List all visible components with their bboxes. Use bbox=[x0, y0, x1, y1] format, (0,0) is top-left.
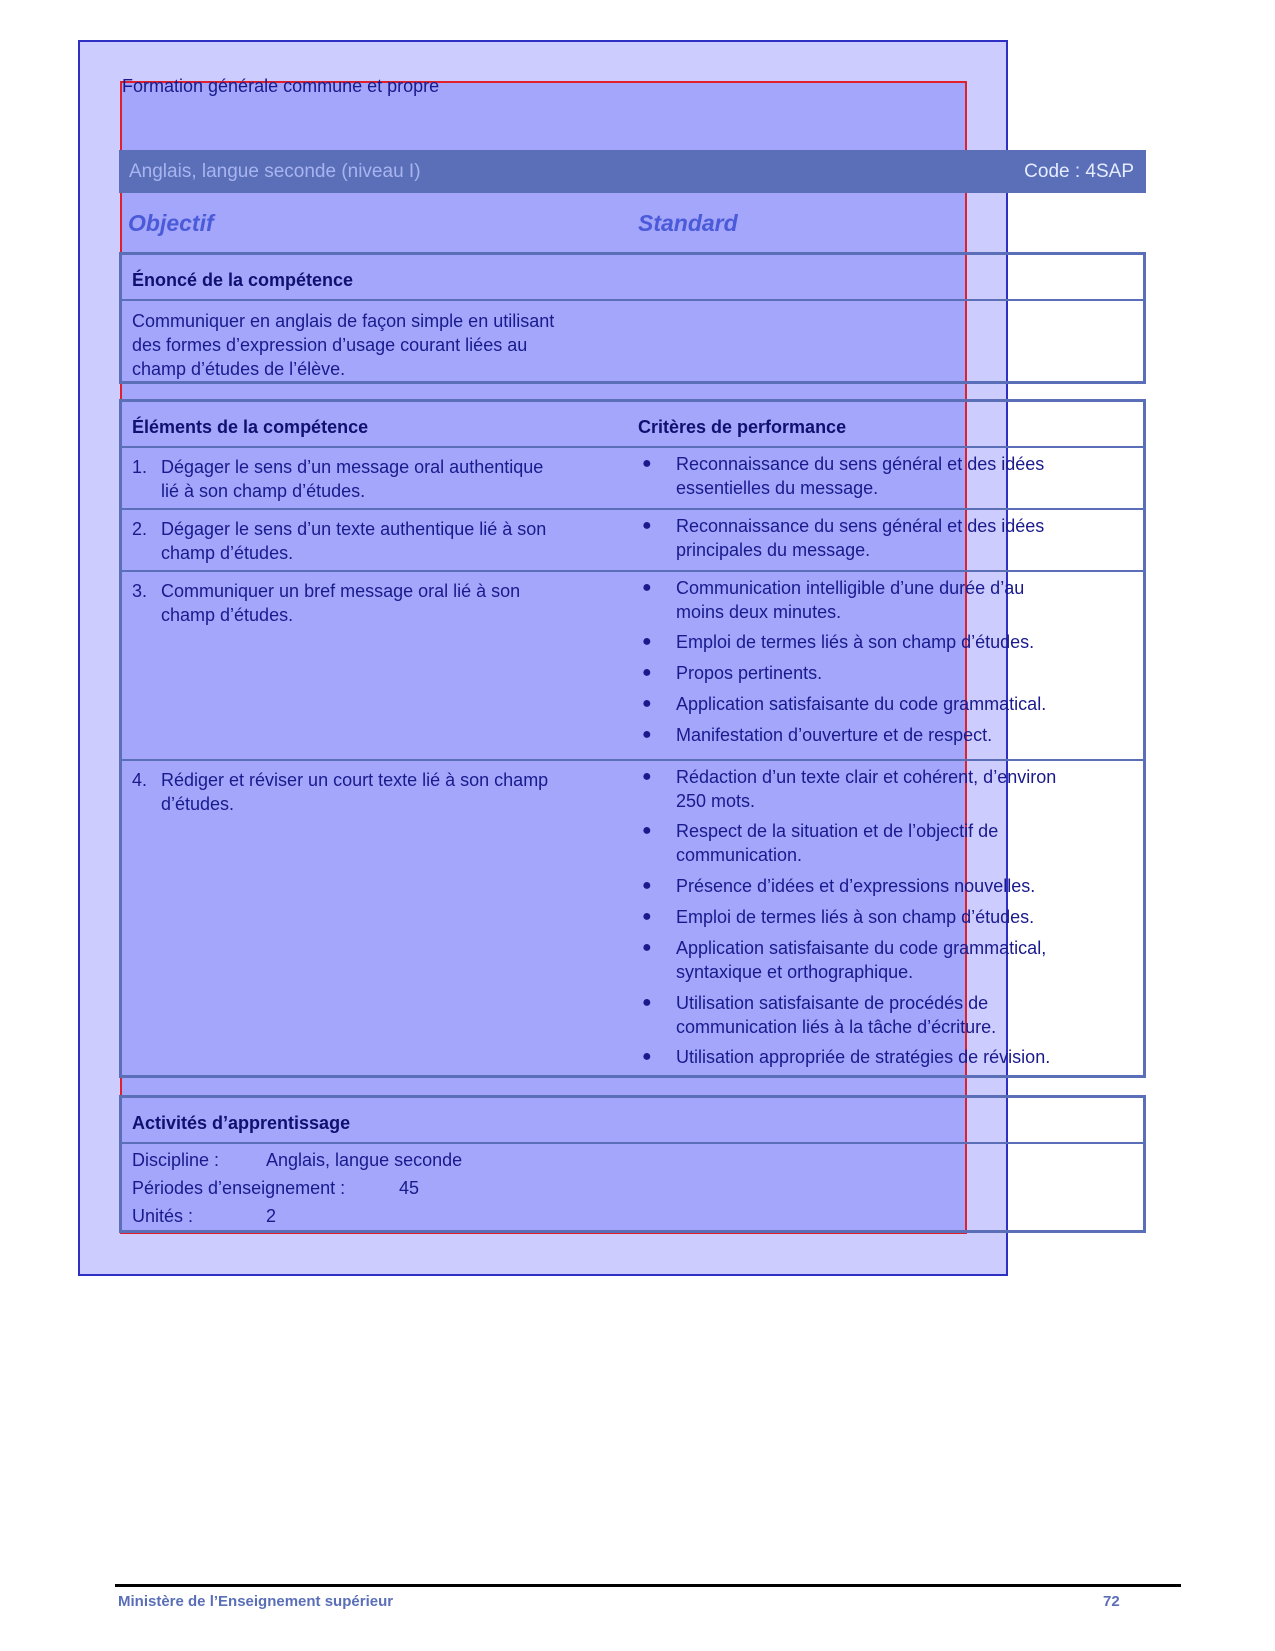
enonce-line: champ d’études de l’élève. bbox=[132, 359, 346, 379]
criterion-line: communication liés à la tâche d’écriture. bbox=[676, 1017, 997, 1037]
element-item bbox=[132, 579, 612, 627]
bullet-icon: ● bbox=[642, 877, 652, 894]
criterion-line: moins deux minutes. bbox=[676, 602, 842, 622]
criterion-line: Rédaction d’un texte clair et cohérent, d’environ bbox=[676, 767, 1057, 787]
criterion-line: principales du message. bbox=[676, 540, 871, 560]
enonce-title: Énoncé de la compétence bbox=[132, 270, 354, 290]
criterion-line: Application satisfaisante du code grammatical, bbox=[676, 938, 1047, 958]
enonce-line: Communiquer en anglais de façon simple en utilisant bbox=[132, 311, 555, 331]
bullet-icon: ● bbox=[642, 664, 652, 681]
criterion-line: Présence d’idées et d’expressions nouvelles. bbox=[676, 876, 1036, 896]
bullet-icon: ● bbox=[642, 1048, 652, 1065]
element-number: 4. bbox=[132, 770, 148, 790]
elements-title: Éléments de la compétence bbox=[132, 417, 369, 437]
discipline-line bbox=[132, 1150, 463, 1171]
element-line: Communiquer un bref message oral lié à son bbox=[161, 581, 521, 601]
activites-row bbox=[122, 1142, 1143, 1232]
criterion-line: Reconnaissance du sens général et des idées bbox=[676, 516, 1045, 536]
element-row bbox=[122, 508, 1143, 570]
element-number: 1. bbox=[132, 457, 148, 477]
page-number: 72 bbox=[1103, 1593, 1120, 1610]
criterion-line: Respect de la situation et de l’objectif de bbox=[676, 821, 999, 841]
bullet-icon: ● bbox=[642, 726, 652, 743]
standard-heading: Standard bbox=[638, 210, 738, 236]
criterion-line: Emploi de termes liés à son champ d’études. bbox=[676, 907, 1035, 927]
discipline-value: Anglais, langue seconde bbox=[266, 1150, 463, 1170]
enonce-text bbox=[132, 309, 554, 381]
element-line: Rédiger et réviser un court texte lié à son champ bbox=[161, 770, 549, 790]
unites-line bbox=[132, 1206, 277, 1227]
bullet-icon: ● bbox=[642, 908, 652, 925]
bullet-icon: ● bbox=[642, 768, 652, 785]
document-header: Formation générale commune et propre bbox=[122, 76, 440, 96]
criterion-line: 250 mots. bbox=[676, 791, 756, 811]
criterion-item bbox=[642, 765, 1112, 813]
bullet-icon: ● bbox=[642, 939, 652, 956]
criterion-item bbox=[642, 991, 1112, 1039]
element-line: Dégager le sens d’un message oral authentique bbox=[161, 457, 544, 477]
bullet-icon: ● bbox=[642, 695, 652, 712]
element-line: champ d’études. bbox=[161, 605, 294, 625]
criterion-line: Emploi de termes liés à son champ d’études. bbox=[676, 632, 1035, 652]
criterion-item bbox=[642, 936, 1112, 984]
criterion-item bbox=[642, 514, 1112, 562]
element-item bbox=[132, 768, 612, 816]
enonce-line: des formes d’expression d’usage courant liées au bbox=[132, 335, 528, 355]
bullet-icon: ● bbox=[642, 579, 652, 596]
bullet-icon: ● bbox=[642, 822, 652, 839]
periodes-line bbox=[132, 1178, 420, 1199]
periodes-value: 45 bbox=[399, 1178, 420, 1198]
activites-title: Activités d’apprentissage bbox=[132, 1113, 351, 1133]
course-banner bbox=[119, 150, 1146, 193]
bullet-icon: ● bbox=[642, 517, 652, 534]
bullet-icon: ● bbox=[642, 455, 652, 472]
periodes-label: Périodes d’enseignement : bbox=[132, 1178, 346, 1198]
criterion-item bbox=[642, 661, 1112, 685]
criterion-line: Manifestation d’ouverture et de respect. bbox=[676, 725, 993, 745]
criterion-item bbox=[642, 452, 1112, 500]
bullet-icon: ● bbox=[642, 633, 652, 650]
enonce-section bbox=[119, 252, 1146, 384]
criterion-item bbox=[642, 819, 1112, 867]
unites-value: 2 bbox=[266, 1206, 277, 1226]
criterion-item bbox=[642, 576, 1112, 624]
criterion-line: Application satisfaisante du code grammatical. bbox=[676, 694, 1047, 714]
enonce-row bbox=[122, 299, 1143, 379]
criterion-item bbox=[642, 723, 1112, 747]
criterion-line: communication. bbox=[676, 845, 803, 865]
course-code: Code : 4SAP bbox=[1024, 161, 1134, 182]
element-row bbox=[122, 446, 1143, 508]
unites-label: Unités : bbox=[132, 1206, 194, 1226]
objectif-heading: Objectif bbox=[128, 210, 214, 236]
criterion-line: Utilisation appropriée de stratégies de révision. bbox=[676, 1047, 1051, 1067]
criterion-item bbox=[642, 692, 1112, 716]
criterion-item bbox=[642, 905, 1112, 929]
element-item bbox=[132, 517, 612, 565]
element-line: d’études. bbox=[161, 794, 235, 814]
criterion-item bbox=[642, 874, 1112, 898]
criterion-line: Reconnaissance du sens général et des idées bbox=[676, 454, 1045, 474]
activites-section bbox=[119, 1095, 1146, 1233]
criterion-line: Communication intelligible d’une durée d’au bbox=[676, 578, 1025, 598]
criterion-item bbox=[642, 1045, 1112, 1069]
discipline-label: Discipline : bbox=[132, 1150, 220, 1170]
criterion-item bbox=[642, 630, 1112, 654]
bullet-icon: ● bbox=[642, 994, 652, 1011]
elements-section bbox=[119, 399, 1146, 1078]
element-number: 3. bbox=[132, 581, 148, 601]
criteria-title: Critères de performance bbox=[638, 417, 847, 437]
element-line: lié à son champ d’études. bbox=[161, 481, 366, 501]
criterion-line: Propos pertinents. bbox=[676, 663, 823, 683]
element-line: Dégager le sens d’un texte authentique lié à son bbox=[161, 519, 547, 539]
footer-ministry: Ministère de l’Enseignement supérieur bbox=[118, 1593, 394, 1610]
element-row bbox=[122, 570, 1143, 759]
element-row bbox=[122, 759, 1143, 1077]
course-title: Anglais, langue seconde (niveau I) bbox=[129, 161, 421, 182]
footer-rule bbox=[115, 1584, 1181, 1587]
criterion-line: syntaxique et orthographique. bbox=[676, 962, 914, 982]
element-item bbox=[132, 455, 612, 503]
criterion-line: Utilisation satisfaisante de procédés de bbox=[676, 993, 989, 1013]
criterion-line: essentielles du message. bbox=[676, 478, 879, 498]
element-line: champ d’études. bbox=[161, 543, 294, 563]
element-number: 2. bbox=[132, 519, 148, 539]
